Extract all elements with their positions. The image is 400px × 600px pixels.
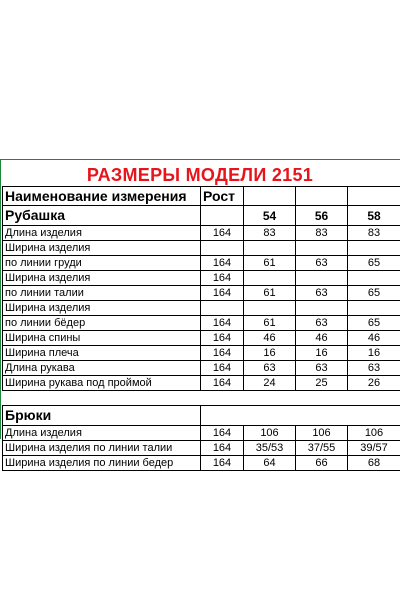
measure-name: Ширина спины (3, 331, 201, 346)
measure-name: Ширина плеча (3, 346, 201, 361)
size-value-cell: 61 (244, 286, 296, 301)
table-row (3, 456, 400, 471)
size-table (2, 186, 400, 471)
size-value-cell (296, 271, 348, 286)
size-value-cell: 26 (348, 376, 400, 391)
size-value-cell: 25 (296, 376, 348, 391)
table-row (3, 426, 400, 441)
table-row (3, 256, 400, 271)
measure-name: Ширина изделия (3, 301, 201, 316)
size-value-cell: 39/57 (348, 441, 400, 456)
size-value-cell: 63 (348, 361, 400, 376)
size-value-cell: 64 (244, 456, 296, 471)
table-row (3, 271, 400, 286)
height-cell: 164 (201, 441, 244, 456)
size-value-cell (348, 241, 400, 256)
height-cell: 164 (201, 271, 244, 286)
table-row (3, 316, 400, 331)
size-value-cell: 63 (244, 361, 296, 376)
size-value-cell: 46 (244, 331, 296, 346)
table-row (3, 226, 400, 241)
measure-name: Ширина изделия (3, 241, 201, 256)
table-header-row (3, 187, 400, 206)
size-54: 54 (244, 206, 296, 226)
table-row (3, 331, 400, 346)
size-value-cell: 83 (348, 226, 400, 241)
height-cell: 164 (201, 361, 244, 376)
measure-name: Длина изделия (3, 426, 201, 441)
height-cell: 164 (201, 316, 244, 331)
size-58: 58 (348, 206, 400, 226)
measure-name: Ширина рукава под проймой (3, 376, 201, 391)
size-value-cell (296, 301, 348, 316)
measure-name: Ширина изделия (3, 271, 201, 286)
size-value-cell (348, 301, 400, 316)
height-cell (201, 241, 244, 256)
height-cell: 164 (201, 256, 244, 271)
measure-name: Длина изделия (3, 226, 201, 241)
size-value-cell: 68 (348, 456, 400, 471)
table-row (3, 376, 400, 391)
measure-name: по линии талии (3, 286, 201, 301)
measure-name: по линии бёдер (3, 316, 201, 331)
table-row (3, 361, 400, 376)
size-value-cell: 106 (296, 426, 348, 441)
height-cell: 164 (201, 426, 244, 441)
size-value-cell: 16 (296, 346, 348, 361)
shirt-section-title: Рубашка (3, 206, 201, 226)
shirt-section-row (3, 206, 400, 226)
size-value-cell: 35/53 (244, 441, 296, 456)
size-value-cell: 61 (244, 316, 296, 331)
height-cell: 164 (201, 376, 244, 391)
size-value-cell: 37/55 (296, 441, 348, 456)
size-table-body (3, 187, 400, 471)
size-value-cell: 46 (296, 331, 348, 346)
size-value-cell: 63 (296, 316, 348, 331)
size-value-cell: 63 (296, 256, 348, 271)
size-value-cell: 46 (348, 331, 400, 346)
size-value-cell: 83 (244, 226, 296, 241)
size-value-cell: 65 (348, 316, 400, 331)
size-value-cell: 66 (296, 456, 348, 471)
measure-header: Наименование измерения (3, 187, 201, 206)
spacer-row (3, 391, 400, 406)
pants-section-title: Брюки (3, 406, 201, 426)
height-cell: 164 (201, 226, 244, 241)
measure-name: Ширина изделия по линии талии (3, 441, 201, 456)
table-row (3, 441, 400, 456)
size-value-cell (296, 241, 348, 256)
height-cell: 164 (201, 331, 244, 346)
chart-title: РАЗМЕРЫ МОДЕЛИ 2151 (86, 165, 314, 185)
size-value-cell (244, 271, 296, 286)
height-cell: 164 (201, 456, 244, 471)
measure-name: Длина рукава (3, 361, 201, 376)
size-56: 56 (296, 206, 348, 226)
measure-name: Ширина изделия по линии бедер (3, 456, 201, 471)
size-value-cell: 83 (296, 226, 348, 241)
size-value-cell: 63 (296, 361, 348, 376)
size-value-cell: 65 (348, 256, 400, 271)
size-value-cell: 63 (296, 286, 348, 301)
size-value-cell: 16 (244, 346, 296, 361)
height-cell: 164 (201, 346, 244, 361)
measure-name: по линии груди (3, 256, 201, 271)
size-value-cell: 106 (244, 426, 296, 441)
size-value-cell: 65 (348, 286, 400, 301)
table-row (3, 301, 400, 316)
size-value-cell: 61 (244, 256, 296, 271)
size-value-cell: 16 (348, 346, 400, 361)
size-value-cell: 106 (348, 426, 400, 441)
pants-section-row (3, 406, 400, 426)
table-row (3, 346, 400, 361)
table-row (3, 241, 400, 256)
height-cell: 164 (201, 286, 244, 301)
size-value-cell (348, 271, 400, 286)
size-value-cell (244, 241, 296, 256)
size-value-cell: 24 (244, 376, 296, 391)
table-row (3, 286, 400, 301)
height-cell (201, 301, 244, 316)
size-value-cell (244, 301, 296, 316)
height-header: Рост (201, 187, 244, 206)
